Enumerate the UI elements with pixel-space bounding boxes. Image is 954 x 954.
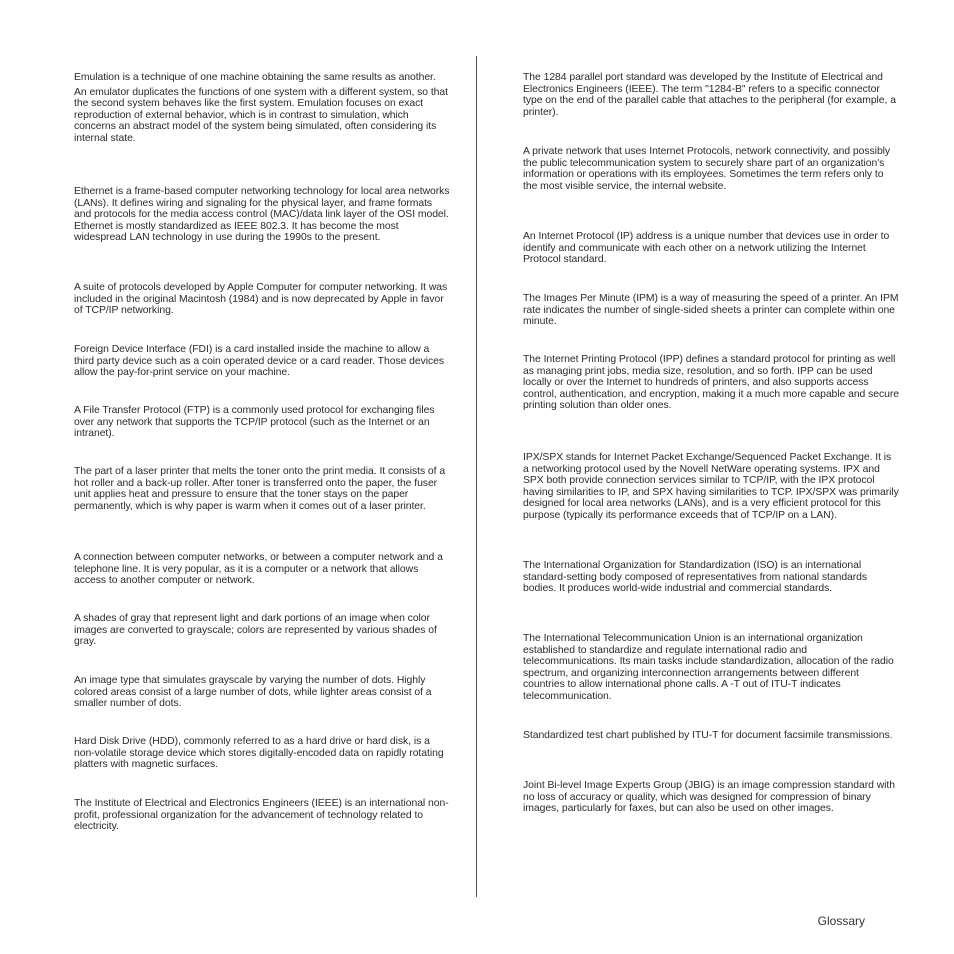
entry-text: The Institute of Electrical and Electronics Engineers (IEEE) is an international non-profit, professional organization for the advancement of technology related to electricity.: [74, 798, 449, 833]
glossary-entry-ipm: [523, 293, 899, 331]
entry-text: Ethernet is a frame-based computer networking technology for local area networks (LANs). It defines wiring and signaling for the physical layer, and frame formats and protocols for the media access control (MAC)/data link layer of the OSI model. Ethernet is mostly standardized as IEEE 802.3. It has become the most widespread LAN technology in use during the 1990s to the present.: [74, 186, 450, 244]
glossary-entry-ieee-1284: [523, 72, 899, 121]
glossary-entry-jbig: [523, 780, 899, 818]
entry-text: An image type that simulates grayscale by varying the number of dots. Highly colored areas consist of a large number of dots, while lighter areas consist of a smaller number of dots.: [74, 675, 432, 710]
glossary-entry-ethernet: [74, 186, 450, 247]
glossary-entry-fuser-unit: [74, 466, 450, 515]
entry-text: The Images Per Minute (IPM) is a way of measuring the speed of a printer. An IPM rate indicates the number of single-sided sheets a printer can complete within one minute.: [523, 293, 899, 328]
entry-text: The International Telecommunication Union is an international organization established to standardize and regulate international radio and telecommunications. Its main tasks include standardization, allocation of the radio spectrum, and organizing interconnection arrangements between different countries to allow international phone calls. A -T out of ITU-T indicates telecommunication.: [523, 633, 894, 702]
glossary-entry-halftone: [74, 675, 450, 713]
glossary-entry-fdi: [74, 344, 450, 382]
glossary-entry-grayscale: [74, 613, 450, 651]
glossary-entry-iso: [523, 560, 899, 598]
entry-text: Hard Disk Drive (HDD), commonly referred to as a hard drive or hard disk, is a non-volatile storage device which stores digitally-encoded data on rapidly rotating platters with magnetic surfaces.: [74, 736, 444, 771]
glossary-entry-itu-t-no1-chart: [523, 730, 899, 745]
entry-text: An emulator duplicates the functions of one system with a different system, so that the second system behaves like the first system. Emulation focuses on exact reproduction of external behavior, which is in contrast to simulation, which concerns an abstract model of the system being simulated, often considering its internal state.: [74, 86, 448, 144]
glossary-entry-ftp: [74, 405, 450, 443]
page-footer-label: Glossary: [817, 914, 865, 928]
glossary-entry-ethertalk: [74, 282, 450, 320]
glossary-entry-intranet: [523, 146, 899, 195]
entry-text: The Internet Printing Protocol (IPP) defines a standard protocol for printing as well as managing print jobs, media size, resolution, and so forth. IPP can be used locally or over the Internet to hundreds of printers, and also supports access control, authentication, and encryption, making it a much more capable and secure printing solution than older ones.: [523, 354, 900, 412]
entry-text: An Internet Protocol (IP) address is a unique number that devices use in order to identify and communicate with each other on a network utilizing the Internet Protocol standard.: [523, 231, 890, 266]
entry-text: Foreign Device Interface (FDI) is a card installed inside the machine to allow a third party device such as a coin operated device or a card reader. Those devices allow the pay-for-print service on your machine.: [74, 344, 445, 379]
entry-text: Joint Bi-level Image Experts Group (JBIG) is an image compression standard with no loss of accuracy or quality, which was designed for compression of binary images, particularly for faxes, but can also be used on other images.: [523, 780, 896, 815]
glossary-entry-ipx-spx: [523, 452, 899, 525]
entry-text: Standardized test chart published by ITU-T for document facsimile transmissions.: [523, 730, 893, 741]
glossary-entry-hdd: [74, 736, 450, 774]
entry-text: A connection between computer networks, or between a computer network and a telephone line. It is very popular, as it is a computer or a network that allows access to another computer or network.: [74, 552, 443, 587]
entry-text: IPX/SPX stands for Internet Packet Exchange/Sequenced Packet Exchange. It is a networking protocol used by the Novell NetWare operating systems. IPX and SPX both provide connection services similar to TCP/IP, with the IPX protocol having similarities to IP, and SPX having similarities to TCP. IPX/SPX was primarily designed for local area networks (LANs), and is a very efficient protocol for this purpose (typically its performance exceeds that of TCP/IP on a LAN).: [523, 452, 899, 521]
entry-text: The International Organization for Standardization (ISO) is an international standard-setting body composed of representatives from national standards bodies. It produces world-wide industrial and commercial standards.: [523, 560, 868, 595]
entry-text: A private network that uses Internet Protocols, network connectivity, and possibly the public telecommunication system to securely share part of an organization's information or operations with its employees. Sometimes the term refers only to the most visible service, the internal website.: [523, 146, 891, 192]
entry-text: A File Transfer Protocol (FTP) is a commonly used protocol for exchanging files over any network that supports the TCP/IP protocol (such as the Internet or an intranet).: [74, 405, 435, 440]
glossary-entry-emulation: [74, 72, 450, 148]
column-divider: [476, 56, 477, 897]
entry-text: The part of a laser printer that melts the toner onto the print media. It consists of a hot roller and a back-up roller. After toner is transferred onto the paper, the fuser unit applies heat and pressure to ensure that the toner stays on the paper permanently, which is why paper is warm when it comes out of a laser printer.: [74, 466, 446, 512]
glossary-entry-gateway: [74, 552, 450, 590]
entry-text: A suite of protocols developed by Apple Computer for computer networking. It was included in the original Macintosh (1984) and is now deprecated by Apple in favor of TCP/IP networking.: [74, 282, 448, 317]
entry-text: The 1284 parallel port standard was developed by the Institute of Electrical and Electronics Engineers (IEEE). The term "1284-B" refers to a specific connector type on the end of the parallel cable that attaches to the peripheral (for example, a printer).: [523, 72, 896, 118]
entry-text: Emulation is a technique of one machine obtaining the same results as another.: [74, 72, 436, 83]
glossary-entry-ip-address: [523, 231, 899, 269]
entry-text: A shades of gray that represent light and dark portions of an image when color images are converted to grayscale; colors are represented by various shades of gray.: [74, 613, 437, 648]
glossary-entry-ieee: [74, 798, 450, 836]
glossary-entry-ipp: [523, 354, 899, 415]
glossary-entry-itu-t: [523, 633, 899, 706]
